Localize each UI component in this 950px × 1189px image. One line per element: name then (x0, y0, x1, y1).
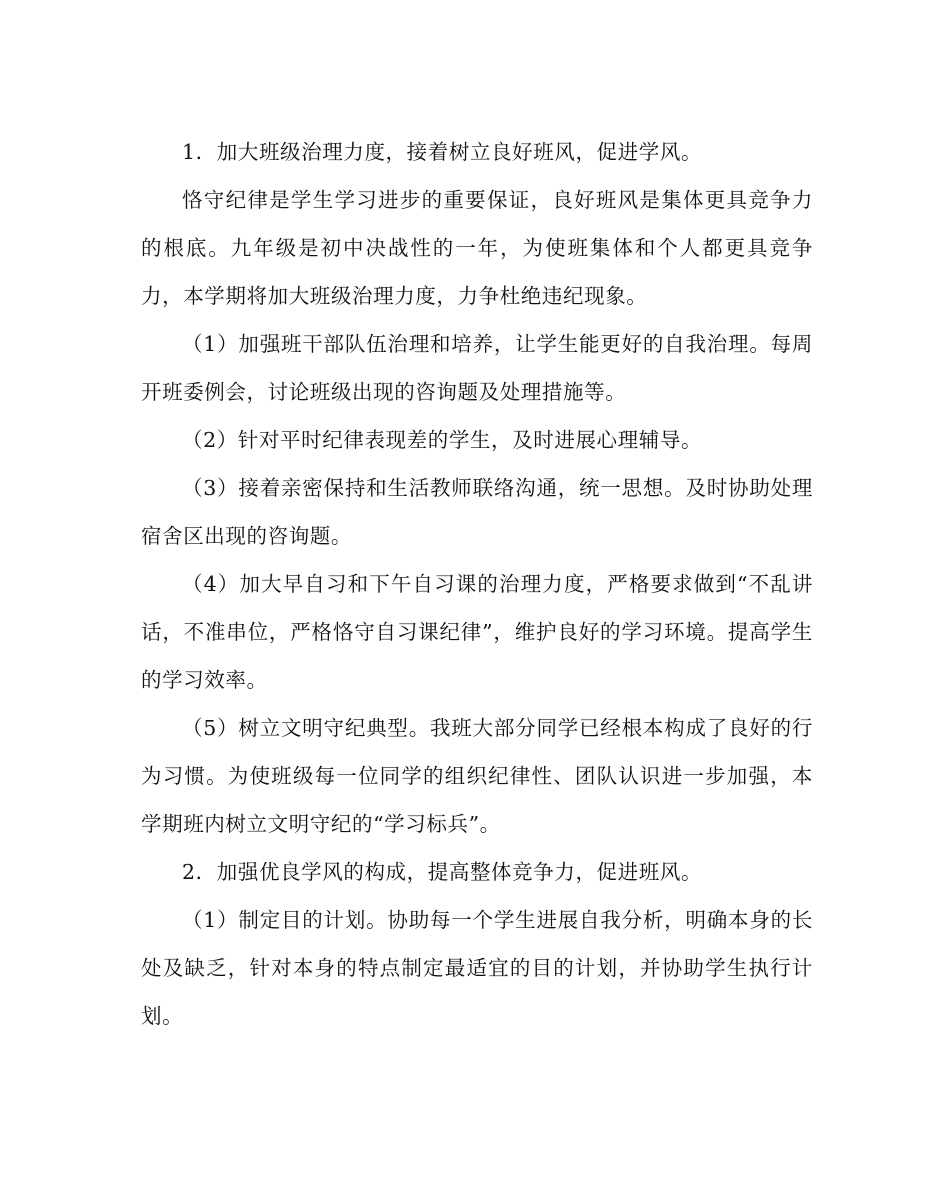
paragraph-item-1: （1）加强班干部队伍治理和培养，让学生能更好的自我治理。每周开班委例会，讨论班级出现的咨询题及处理措施等。 (141, 332, 813, 404)
paragraph-item-4: （4）加大早自习和下午自习课的治理力度，严格要求做到“不乱讲话，不准串位，严格恪守自习课纪律”，维护良好的学习环境。提高学生的学习效率。 (141, 572, 813, 692)
paragraph-item-1: （1）制定目的计划。协助每一个学生进展自我分析，明确本身的长处及缺乏，针对本身的特点制定最适宜的目的计划，并协助学生执行计划。 (141, 908, 813, 1028)
paragraph: 恪守纪律是学生学习进步的重要保证，良好班风是集体更具竞争力的根底。九年级是初中决战性的一年，为使班集体和个人都更具竞争力，本学期将加大班级治理力度，力争杜绝违纪现象。 (141, 188, 813, 308)
paragraph-item-3: （3）接着亲密保持和生活教师联络沟通，统一思想。及时协助处理宿舍区出现的咨询题。 (141, 476, 813, 548)
paragraph-heading-2: 2．加强优良学风的构成，提高整体竞争力，促进班风。 (182, 860, 703, 884)
document-body (141, 128, 813, 1040)
paragraph-heading-1: 1．加大班级治理力度，接着树立良好班风，促进学风。 (182, 140, 703, 164)
paragraph-item-2: （2）针对平时纪律表现差的学生，及时进展心理辅导。 (182, 428, 703, 452)
paragraph-item-5: （5）树立文明守纪典型。我班大部分同学已经根本构成了良好的行为习惯。为使班级每一位同学的组织纪律性、团队认识进一步加强，本学期班内树立文明守纪的“学习标兵”。 (141, 716, 813, 836)
